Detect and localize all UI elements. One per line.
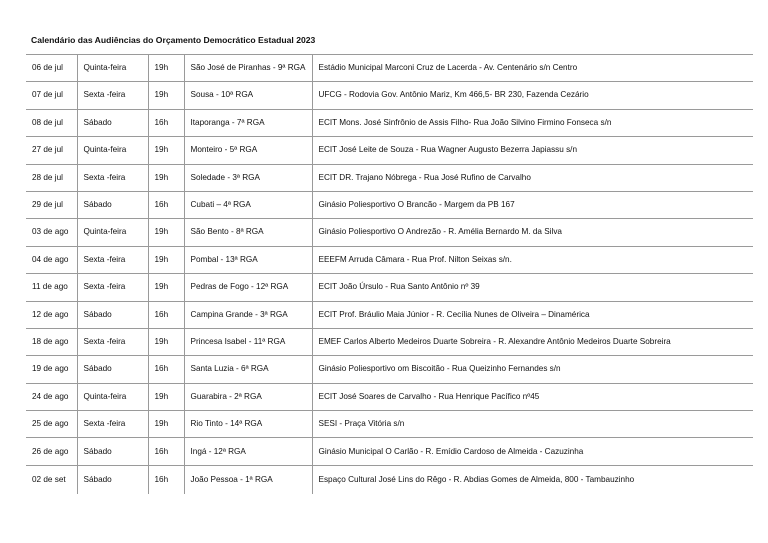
cell-region: Santa Luzia - 6ª RGA <box>184 356 312 383</box>
cell-weekday: Sexta -feira <box>77 274 148 301</box>
hearings-schedule-table <box>26 54 753 494</box>
cell-date: 04 de ago <box>26 246 77 273</box>
cell-region: Sousa - 10ª RGA <box>184 82 312 109</box>
cell-weekday: Quinta-feira <box>77 219 148 246</box>
cell-date: 03 de ago <box>26 219 77 246</box>
cell-date: 08 de jul <box>26 109 77 136</box>
cell-date: 06 de jul <box>26 55 77 82</box>
cell-weekday: Quinta-feira <box>77 383 148 410</box>
table-row <box>26 301 753 328</box>
cell-weekday: Sexta -feira <box>77 246 148 273</box>
document-title: Calendário das Audiências do Orçamento Democrático Estadual 2023 <box>31 35 316 45</box>
cell-weekday: Sábado <box>77 301 148 328</box>
cell-region: Princesa Isabel - 11ª RGA <box>184 328 312 355</box>
cell-date: 07 de jul <box>26 82 77 109</box>
cell-region: Campina Grande - 3ª RGA <box>184 301 312 328</box>
cell-venue: Ginásio Poliesportivo O Brancão - Margem da PB 167 <box>312 191 753 218</box>
cell-time: 16h <box>148 191 184 218</box>
table-row <box>26 246 753 273</box>
cell-time: 19h <box>148 274 184 301</box>
cell-date: 11 de ago <box>26 274 77 301</box>
cell-date: 28 de jul <box>26 164 77 191</box>
cell-weekday: Sábado <box>77 191 148 218</box>
cell-venue: ECIT José Leite de Souza - Rua Wagner Augusto Bezerra Japiassu s/n <box>312 137 753 164</box>
cell-time: 19h <box>148 82 184 109</box>
cell-venue: Estádio Municipal Marconi Cruz de Lacerda - Av. Centenário s/n Centro <box>312 55 753 82</box>
table-row <box>26 219 753 246</box>
cell-region: Ingá - 12ª RGA <box>184 438 312 465</box>
schedule-table-body <box>26 55 753 494</box>
cell-date: 24 de ago <box>26 383 77 410</box>
table-row <box>26 109 753 136</box>
cell-weekday: Sábado <box>77 109 148 136</box>
cell-time: 16h <box>148 301 184 328</box>
cell-region: Monteiro - 5ª RGA <box>184 137 312 164</box>
cell-region: Itaporanga - 7ª RGA <box>184 109 312 136</box>
cell-time: 19h <box>148 328 184 355</box>
cell-time: 19h <box>148 137 184 164</box>
cell-region: João Pessoa - 1ª RGA <box>184 465 312 494</box>
table-row <box>26 356 753 383</box>
cell-region: Pombal - 13ª RGA <box>184 246 312 273</box>
cell-weekday: Sábado <box>77 356 148 383</box>
table-row <box>26 383 753 410</box>
cell-venue: ECIT José Soares de Carvalho - Rua Henrique Pacífico nº45 <box>312 383 753 410</box>
cell-time: 19h <box>148 219 184 246</box>
cell-venue: UFCG - Rodovia Gov. Antônio Mariz, Km 466,5- BR 230, Fazenda Cezário <box>312 82 753 109</box>
cell-venue: ECIT João Úrsulo - Rua Santo Antônio nº 39 <box>312 274 753 301</box>
cell-date: 26 de ago <box>26 438 77 465</box>
cell-weekday: Sábado <box>77 438 148 465</box>
cell-weekday: Sábado <box>77 465 148 494</box>
table-row <box>26 465 753 494</box>
cell-venue: Ginásio Poliesportivo om Biscoitão - Rua Queizinho Fernandes s/n <box>312 356 753 383</box>
cell-venue: Ginásio Poliesportivo O Andrezão - R. Amélia Bernardo M. da Silva <box>312 219 753 246</box>
table-row <box>26 191 753 218</box>
cell-weekday: Quinta-feira <box>77 55 148 82</box>
cell-time: 16h <box>148 438 184 465</box>
cell-weekday: Sexta -feira <box>77 411 148 438</box>
table-row <box>26 328 753 355</box>
cell-date: 18 de ago <box>26 328 77 355</box>
table-row <box>26 411 753 438</box>
cell-venue: EMEF Carlos Alberto Medeiros Duarte Sobreira - R. Alexandre Antônio Medeiros Duarte Sobreira <box>312 328 753 355</box>
cell-region: Pedras de Fogo - 12ª RGA <box>184 274 312 301</box>
cell-venue: ECIT Prof. Bráulio Maia Júnior - R. Cecília Nunes de Oliveira – Dinamérica <box>312 301 753 328</box>
cell-venue: EEEFM Arruda Câmara - Rua Prof. Nilton Seixas s/n. <box>312 246 753 273</box>
cell-weekday: Sexta -feira <box>77 164 148 191</box>
cell-date: 25 de ago <box>26 411 77 438</box>
cell-weekday: Sexta -feira <box>77 328 148 355</box>
cell-venue: Ginásio Municipal O Carlão - R. Emídio Cardoso de Almeida - Cazuzinha <box>312 438 753 465</box>
cell-date: 29 de jul <box>26 191 77 218</box>
cell-venue: SESI - Praça Vitória s/n <box>312 411 753 438</box>
cell-region: São Bento - 8ª RGA <box>184 219 312 246</box>
cell-date: 27 de jul <box>26 137 77 164</box>
cell-weekday: Quinta-feira <box>77 137 148 164</box>
cell-time: 19h <box>148 55 184 82</box>
table-row <box>26 438 753 465</box>
cell-venue: ECIT Mons. José Sinfrônio de Assis Filho- Rua João Silvino Firmino Fonseca s/n <box>312 109 753 136</box>
cell-time: 19h <box>148 383 184 410</box>
cell-time: 16h <box>148 356 184 383</box>
cell-region: São José de Piranhas - 9ª RGA <box>184 55 312 82</box>
cell-region: Cubati – 4ª RGA <box>184 191 312 218</box>
cell-region: Guarabira - 2ª RGA <box>184 383 312 410</box>
table-row <box>26 137 753 164</box>
cell-time: 16h <box>148 109 184 136</box>
table-row <box>26 274 753 301</box>
cell-date: 02 de set <box>32 474 66 484</box>
cell-venue: Espaço Cultural José Lins do Rêgo - R. Abdias Gomes de Almeida, 800 - Tambauzinho <box>312 465 753 494</box>
cell-venue: ECIT DR. Trajano Nóbrega - Rua José Rufino de Carvalho <box>312 164 753 191</box>
cell-region: Soledade - 3ª RGA <box>184 164 312 191</box>
table-row <box>26 82 753 109</box>
cell-weekday: Sexta -feira <box>77 82 148 109</box>
cell-time: 16h <box>148 465 184 494</box>
cell-time: 19h <box>148 411 184 438</box>
cell-date: 12 de ago <box>26 301 77 328</box>
cell-time: 19h <box>148 246 184 273</box>
cell-date: 19 de ago <box>26 356 77 383</box>
cell-region: Rio Tinto - 14ª RGA <box>184 411 312 438</box>
table-row <box>26 55 753 82</box>
table-row <box>26 164 753 191</box>
cell-time: 19h <box>148 164 184 191</box>
